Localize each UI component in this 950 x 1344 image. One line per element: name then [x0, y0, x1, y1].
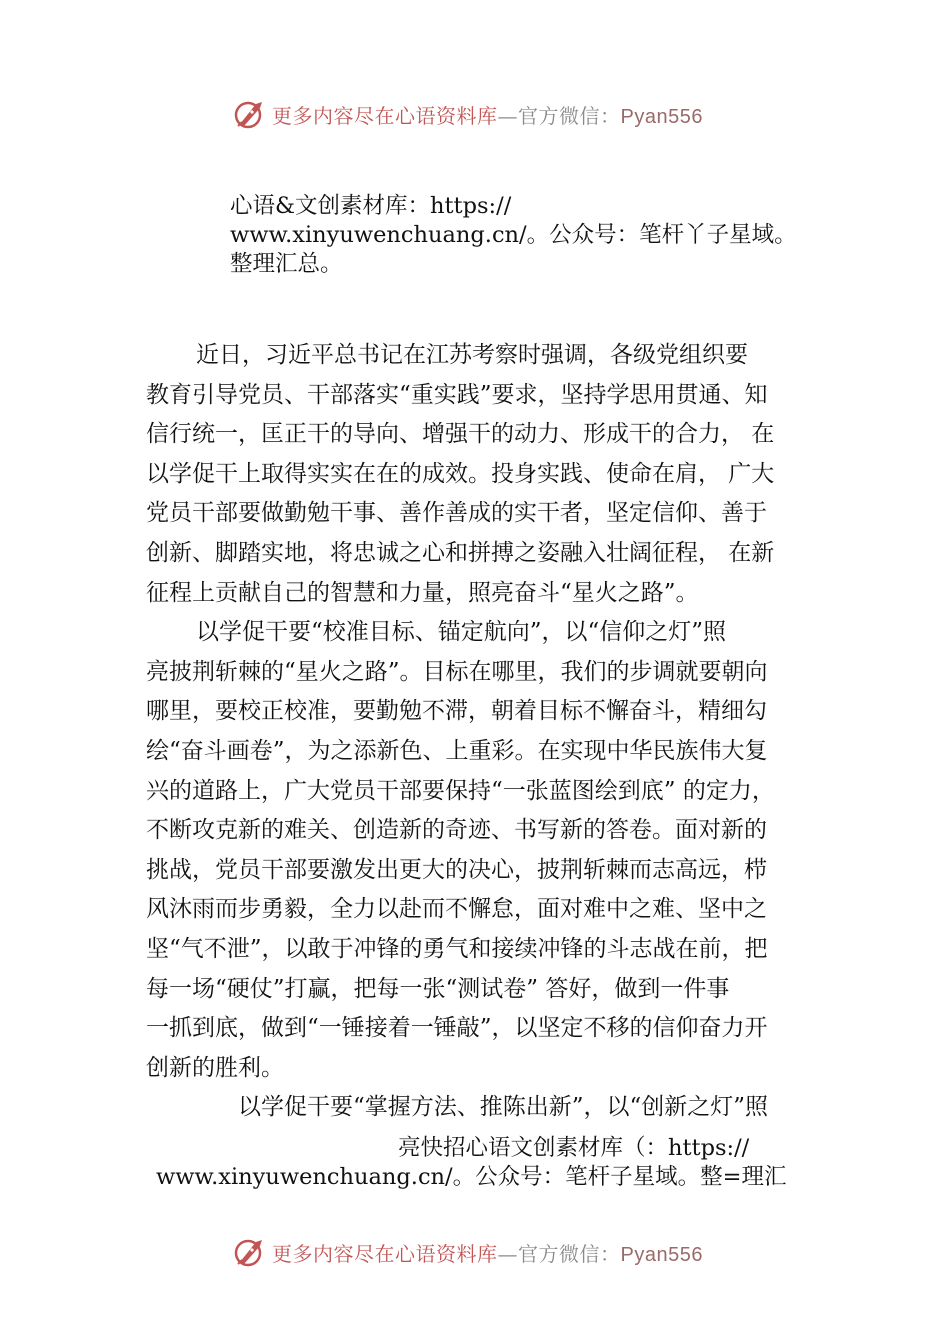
intro-block — [230, 192, 830, 279]
paragraph-2-line: 坚“气不泄”，以敢于冲锋的勇气和接续冲锋的斗志战在前，把 — [146, 935, 768, 962]
paragraph-2-line: 挑战，党员干部要激发出更大的决心，披荆斩棘而志高远，栉 — [146, 856, 767, 883]
header-banner — [232, 96, 703, 132]
paragraph-2-line: 一抓到底，做到“一锤接着一锤敲”，以坚定不移的信仰奋力开 — [146, 1015, 768, 1042]
paragraph-2-line: 兴的道路上，广大党员干部要保持“一张蓝图绘到底” 的定力， — [146, 777, 775, 804]
tail-line-1: 亮快招心语文创素材库（：https:// — [398, 1135, 750, 1161]
paragraph-1-line: 信行统一，匡正干的导向、增强干的动力、形成干的合力， 在 — [146, 421, 775, 448]
paragraph-1-line: 党员干部要做勤勉干事、善作善成的实干者，坚定信仰、善于 — [146, 500, 767, 527]
banner-wechat-id: Pyan556 — [620, 1243, 703, 1266]
paragraph-2-line: 创新的胜利。 — [146, 1054, 284, 1081]
paragraph-3-line: 以学促干要“掌握方法、推陈出新”，以“创新之灯”照 — [238, 1094, 769, 1121]
paragraph-1-line: 以学促干上取得实实在在的成效。投身实践、使命在肩， 广大 — [146, 460, 775, 487]
paragraph-2-line: 亮披荆斩棘的“星火之路”。目标在哪里，我们的步调就要朝向 — [146, 658, 768, 685]
paragraph-1-line: 创新、脚踏实地，将忠诚之心和拼搏之姿融入壮阔征程， 在新 — [146, 539, 775, 566]
banner-dash: — — [497, 1241, 518, 1266]
intro-line: 心语&文创素材库：https:// — [230, 193, 512, 219]
pen-nib-logo-icon — [232, 96, 268, 132]
banner-wechat-id: Pyan556 — [620, 105, 703, 128]
banner-main-text: 更多内容尽在心语资料库 — [272, 103, 498, 128]
paragraph-1-line: 征程上贡献自己的智慧和力量，照亮奋斗“星火之路”。 — [146, 579, 699, 606]
banner-wechat-label: 官方微信： — [518, 1241, 621, 1266]
paragraph-2-line: 哪里，要校正校准，要勤勉不滞，朝着目标不懈奋斗，精细勾 — [146, 698, 767, 725]
banner-text — [272, 1238, 703, 1267]
paragraph-1-line: 近日，习近平总书记在江苏考察时强调，各级党组织要 — [196, 342, 748, 368]
paragraph-2-line: 每一场“硬仗”打赢，把每一张“测试卷” 答好，做到一件事 — [146, 975, 730, 1002]
paragraph-2-line: 以学促干要“校准目标、锚定航向”，以“信仰之灯”照 — [196, 619, 727, 646]
pen-nib-logo-icon — [232, 1234, 268, 1270]
article-body — [146, 336, 822, 1128]
paragraph-2-line: 不断攻克新的难关、创造新的奇迹、书写新的答卷。面对新的 — [146, 817, 767, 844]
footer-banner — [232, 1234, 703, 1270]
paragraph-1-line: 教育引导党员、干部落实“重实践”要求，坚持学思用贯通、知 — [146, 381, 768, 408]
intro-line: 整理汇总。 — [230, 251, 343, 277]
paragraph-2-line: 风沐雨而步勇毅，全力以赴而不懈怠，面对难中之难、坚中之 — [146, 896, 767, 923]
banner-wechat-label: 官方微信： — [518, 103, 621, 128]
banner-main-text: 更多内容尽在心语资料库 — [272, 1241, 498, 1266]
paragraph-2-line: 绘“奋斗画卷”，为之添新色、上重彩。在实现中华民族伟大复 — [146, 737, 768, 764]
tail-line-2: www.xinyuwenchuang.cn/。公众号：笔杆子星域。整=理汇 — [156, 1164, 787, 1190]
banner-dash: — — [497, 103, 518, 128]
banner-text — [272, 100, 703, 129]
intro-line: www.xinyuwenchuang.cn/。公众号：笔杆丫子星域。 — [230, 222, 797, 248]
